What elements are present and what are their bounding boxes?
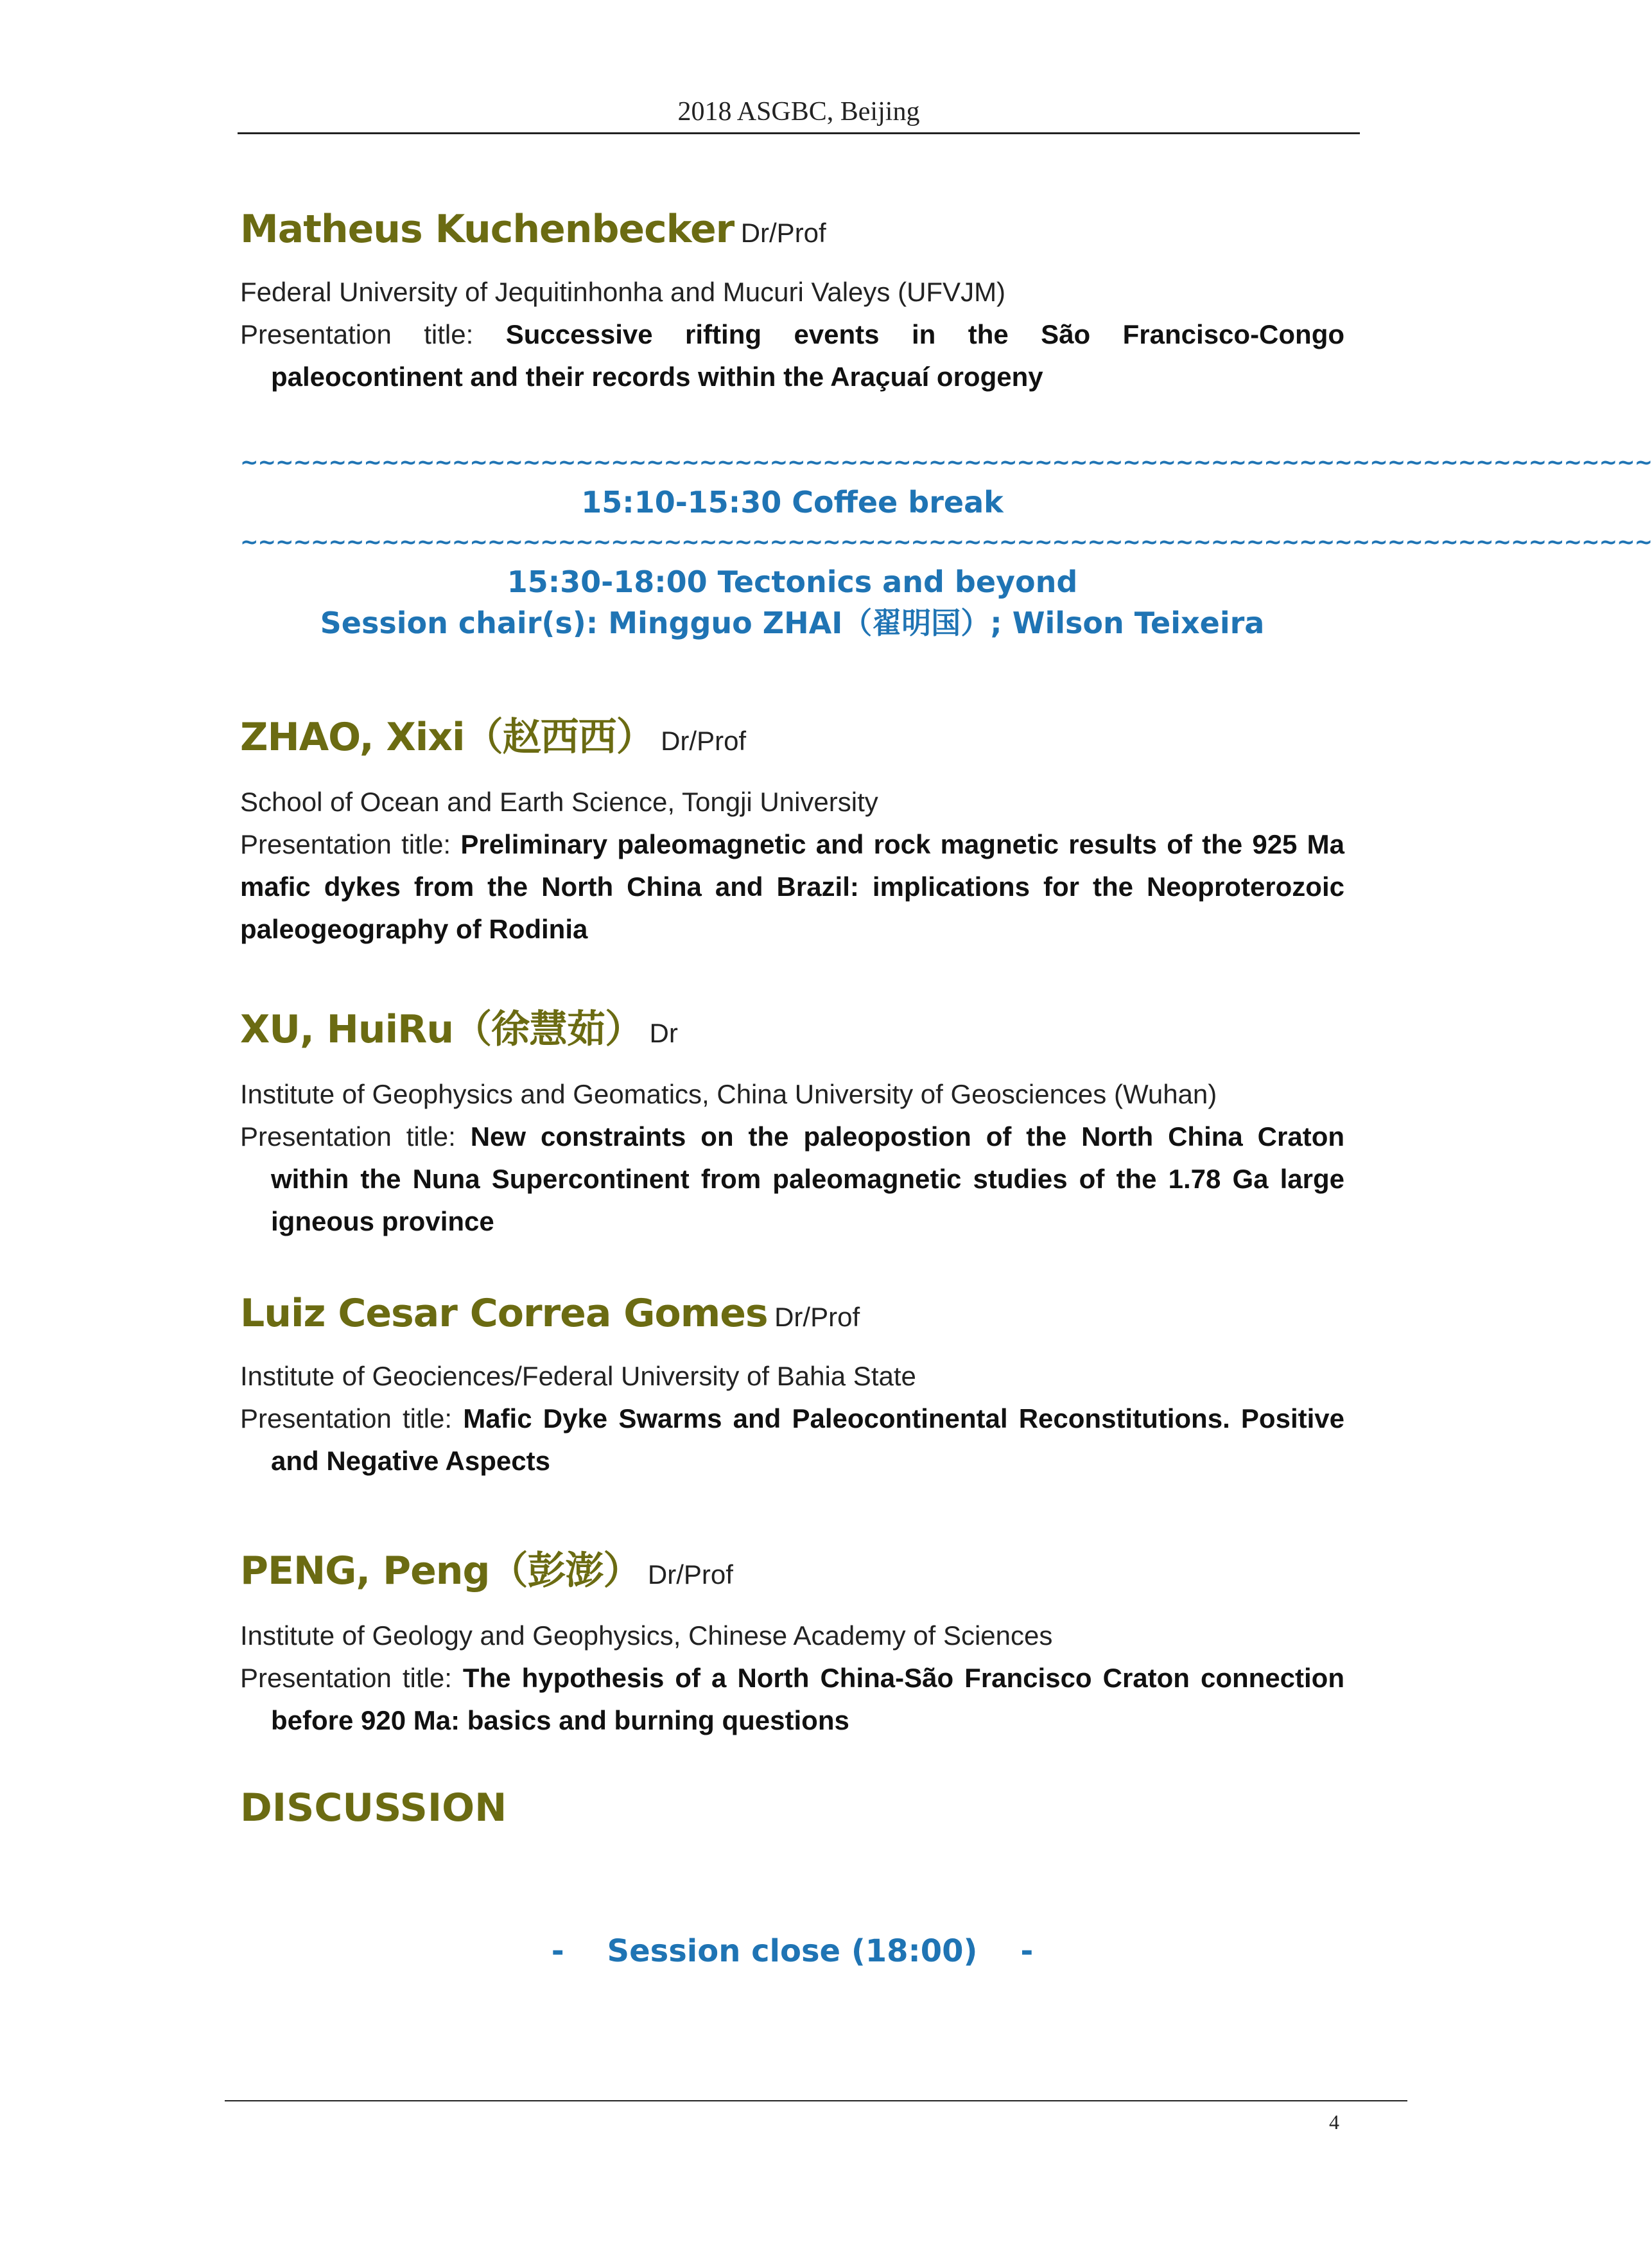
header-rule [238, 132, 1360, 134]
speaker-entry [240, 1540, 1344, 1742]
footer-rule [225, 2100, 1407, 2101]
session-time-title: 15:30-18:00 Tectonics and beyond [507, 565, 1078, 599]
presentation-title-line [240, 823, 1344, 951]
speaker-name-line [240, 999, 1344, 1054]
speaker-title: Dr/Prof [740, 218, 826, 248]
presentation-title: Preliminary paleomagnetic and rock magnetic results of the 925 Ma mafic dykes from the North China and Brazil: implications for the Neoproterozoic paleogeography of Rodinia [240, 829, 1344, 944]
speaker-name-line [240, 207, 1344, 252]
speaker-title: Dr [649, 1018, 678, 1048]
speaker-title: Dr/Prof [647, 1559, 733, 1590]
coffee-break-label: 15:10-15:30 Coffee break [581, 485, 1004, 520]
presentation-label: Presentation title: [240, 1403, 464, 1433]
speaker-name: PENG, Peng（彭澎） [240, 1548, 641, 1593]
discussion-heading: DISCUSSION [240, 1785, 507, 1830]
presentation-title-line [240, 313, 1344, 398]
speaker-name-line [240, 1291, 1344, 1336]
session-chairs: Session chair(s): Mingguo ZHAI（翟明国）; Wilson Teixeira [320, 606, 1265, 640]
speaker-title: Dr/Prof [774, 1302, 860, 1332]
tilde-divider: ~~~~~~~~~~~~~~~~~~~~~~~~~~~~~~~~~~~~~~~~~~~~~~~~~~~~~~~~~~~~~~~~~~~~~~~~~~~~~~~~ [240, 450, 1652, 475]
speaker-name-line [240, 1540, 1344, 1595]
presentation-label: Presentation title: [240, 1663, 463, 1693]
speaker-entry [240, 706, 1344, 951]
speaker-entry [240, 1291, 1344, 1482]
speaker-entry [240, 999, 1344, 1243]
speaker-title: Dr/Prof [661, 726, 747, 756]
presentation-label: Presentation title: [240, 1121, 471, 1152]
speaker-name: XU, HuiRu（徐慧茹） [240, 1007, 643, 1052]
speaker-name: ZHAO, Xixi（赵西西） [240, 715, 654, 760]
presentation-title: Successive rifting events in the São Francisco-Congo paleocontinent and their records within the Araçuaí orogeny [271, 319, 1345, 392]
speaker-affiliation: Institute of Geology and Geophysics, Chinese Academy of Sciences [240, 1620, 1053, 1651]
speaker-name: Matheus Kuchenbecker [240, 207, 735, 252]
speaker-affiliation: Institute of Geophysics and Geomatics, China University of Geosciences (Wuhan) [240, 1079, 1217, 1109]
running-header: 2018 ASGBC, Beijing [677, 97, 920, 127]
speaker-name: Luiz Cesar Correa Gomes [240, 1291, 768, 1336]
coffee-break-block [240, 450, 1652, 644]
presentation-title-line [240, 1657, 1344, 1742]
speaker-name-line [240, 706, 1344, 762]
presentation-label: Presentation title: [240, 319, 506, 349]
page-number: 4 [1329, 2110, 1339, 2134]
speaker-affiliation: Federal University of Jequitinhonha and Mucuri Valeys (UFVJM) [240, 277, 1006, 307]
presentation-title: New constraints on the paleopostion of the North China Craton within the Nuna Supercontinent from paleomagnetic studies of the 1.78 Ga large igneous province [271, 1121, 1344, 1236]
speaker-affiliation: Institute of Geociences/Federal University of Bahia State [240, 1361, 916, 1391]
speaker-entry [240, 207, 1344, 398]
presentation-title-line [240, 1116, 1344, 1243]
presentation-title: The hypothesis of a North China-São Francisco Craton connection before 920 Ma: basics and burning questions [271, 1663, 1344, 1735]
presentation-title-line [240, 1398, 1344, 1482]
speaker-affiliation: School of Ocean and Earth Science, Tongji University [240, 787, 878, 817]
tilde-divider: ~~~~~~~~~~~~~~~~~~~~~~~~~~~~~~~~~~~~~~~~~~~~~~~~~~~~~~~~~~~~~~~~~~~~~~~~~~~~~~~~ [240, 529, 1652, 555]
presentation-label: Presentation title: [240, 829, 461, 859]
presentation-title: Mafic Dyke Swarms and Paleocontinental Reconstitutions. Positive and Negative Aspects [271, 1403, 1344, 1476]
session-close-label: - Session close (18:00) - [551, 1933, 1034, 1969]
